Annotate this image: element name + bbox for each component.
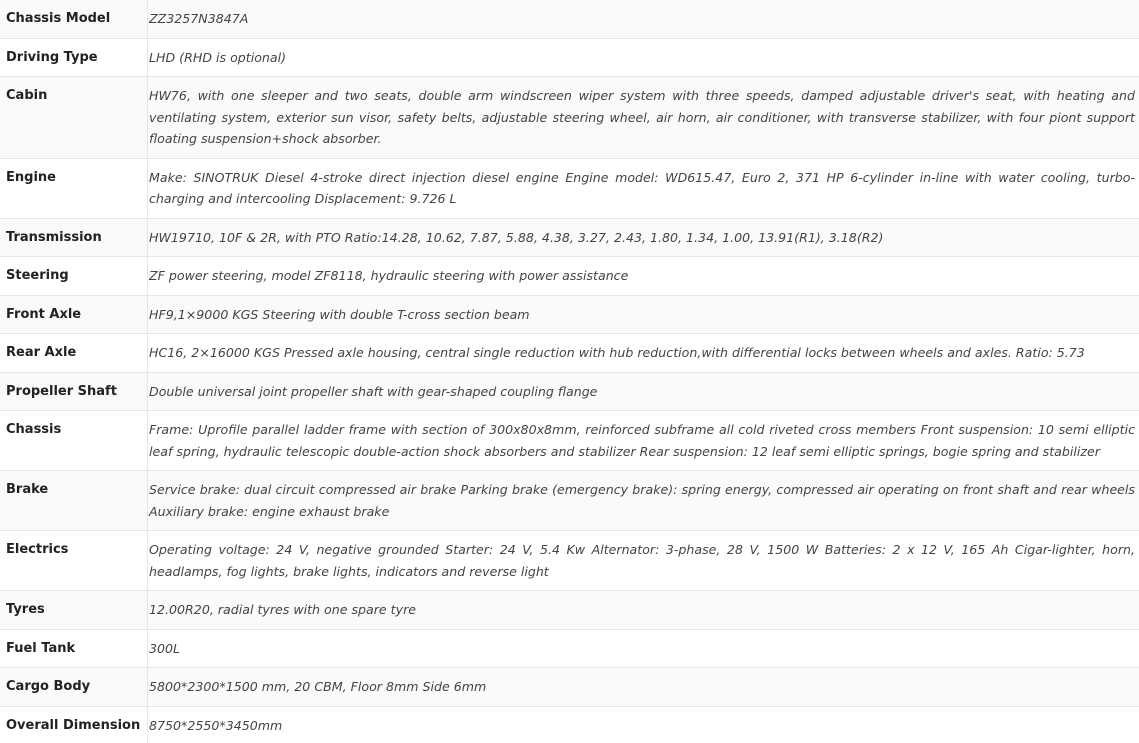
table-row (0, 706, 1139, 743)
spec-label: Transmission (0, 218, 148, 257)
spec-label: Overall Dimension (0, 706, 148, 743)
table-row (0, 0, 1139, 38)
table-row (0, 411, 1139, 471)
table-row (0, 471, 1139, 531)
spec-value: Make: SINOTRUK Diesel 4-stroke direct injection diesel engine Engine model: WD615.47, Euro 2, 371 HP 6-cylinder in-line with water cooling, turbo-charging and intercooling Displacement: 9.726 L (148, 158, 1139, 218)
table-row (0, 591, 1139, 630)
spec-value: ZF power steering, model ZF8118, hydraulic steering with power assistance (148, 257, 1139, 296)
spec-label: Propeller Shaft (0, 372, 148, 411)
spec-label: Engine (0, 158, 148, 218)
spec-value: Double universal joint propeller shaft with gear-shaped coupling flange (148, 372, 1139, 411)
spec-value: HF9,1×9000 KGS Steering with double T-cross section beam (148, 295, 1139, 334)
spec-label: Electrics (0, 531, 148, 591)
spec-value: ZZ3257N3847A (148, 0, 1139, 38)
spec-value: 12.00R20, radial tyres with one spare tyre (148, 591, 1139, 630)
table-row (0, 257, 1139, 296)
spec-label: Fuel Tank (0, 629, 148, 668)
spec-value: Frame: Uprofile parallel ladder frame with section of 300x80x8mm, reinforced subframe all cold riveted cross members Front suspension: 10 semi elliptic leaf spring, hydraulic telescopic double-action shock absorbers and stabilizer Rear suspension: 12 leaf semi elliptic springs, bogie spring and stabilizer (148, 411, 1139, 471)
table-row (0, 77, 1139, 159)
table-row (0, 531, 1139, 591)
spec-value: Operating voltage: 24 V, negative grounded Starter: 24 V, 5.4 Kw Alternator: 3-phase, 28 V, 1500 W Batteries: 2 x 12 V, 165 Ah Cigar-lighter, horn, headlamps, fog lights, brake lights, indicators and reverse light (148, 531, 1139, 591)
spec-value: HW76, with one sleeper and two seats, double arm windscreen wiper system with three speeds, damped adjustable driver's seat, with heating and ventilating system, exterior sun visor, safety belts, adjustable steering wheel, air horn, air conditioner, with transverse stabilizer, with four piont support floating suspension+shock absorber. (148, 77, 1139, 159)
spec-label: Cargo Body (0, 668, 148, 707)
spec-label: Steering (0, 257, 148, 296)
spec-label: Rear Axle (0, 334, 148, 373)
spec-value: LHD (RHD is optional) (148, 38, 1139, 77)
spec-label: Brake (0, 471, 148, 531)
spec-label: Cabin (0, 77, 148, 159)
table-row (0, 668, 1139, 707)
spec-value: HW19710, 10F & 2R, with PTO Ratio:14.28, 10.62, 7.87, 5.88, 4.38, 3.27, 2.43, 1.80, 1.34, 1.00, 13.91(R1), 3.18(R2) (148, 218, 1139, 257)
table-row (0, 629, 1139, 668)
spec-value: HC16, 2×16000 KGS Pressed axle housing, central single reduction with hub reduction,with differential locks between wheels and axles. Ratio: 5.73 (148, 334, 1139, 373)
spec-label: Chassis Model (0, 0, 148, 38)
spec-value: 8750*2550*3450mm (148, 706, 1139, 743)
spec-label: Front Axle (0, 295, 148, 334)
table-row (0, 372, 1139, 411)
spec-value: 300L (148, 629, 1139, 668)
table-row (0, 295, 1139, 334)
spec-label: Chassis (0, 411, 148, 471)
table-row (0, 218, 1139, 257)
table-row (0, 334, 1139, 373)
spec-label: Tyres (0, 591, 148, 630)
table-row (0, 158, 1139, 218)
spec-value: Service brake: dual circuit compressed air brake Parking brake (emergency brake): spring energy, compressed air operating on front shaft and rear wheels Auxiliary brake: engine exhaust brake (148, 471, 1139, 531)
spec-label: Driving Type (0, 38, 148, 77)
table-row (0, 38, 1139, 77)
spec-value: 5800*2300*1500 mm, 20 CBM, Floor 8mm Side 6mm (148, 668, 1139, 707)
